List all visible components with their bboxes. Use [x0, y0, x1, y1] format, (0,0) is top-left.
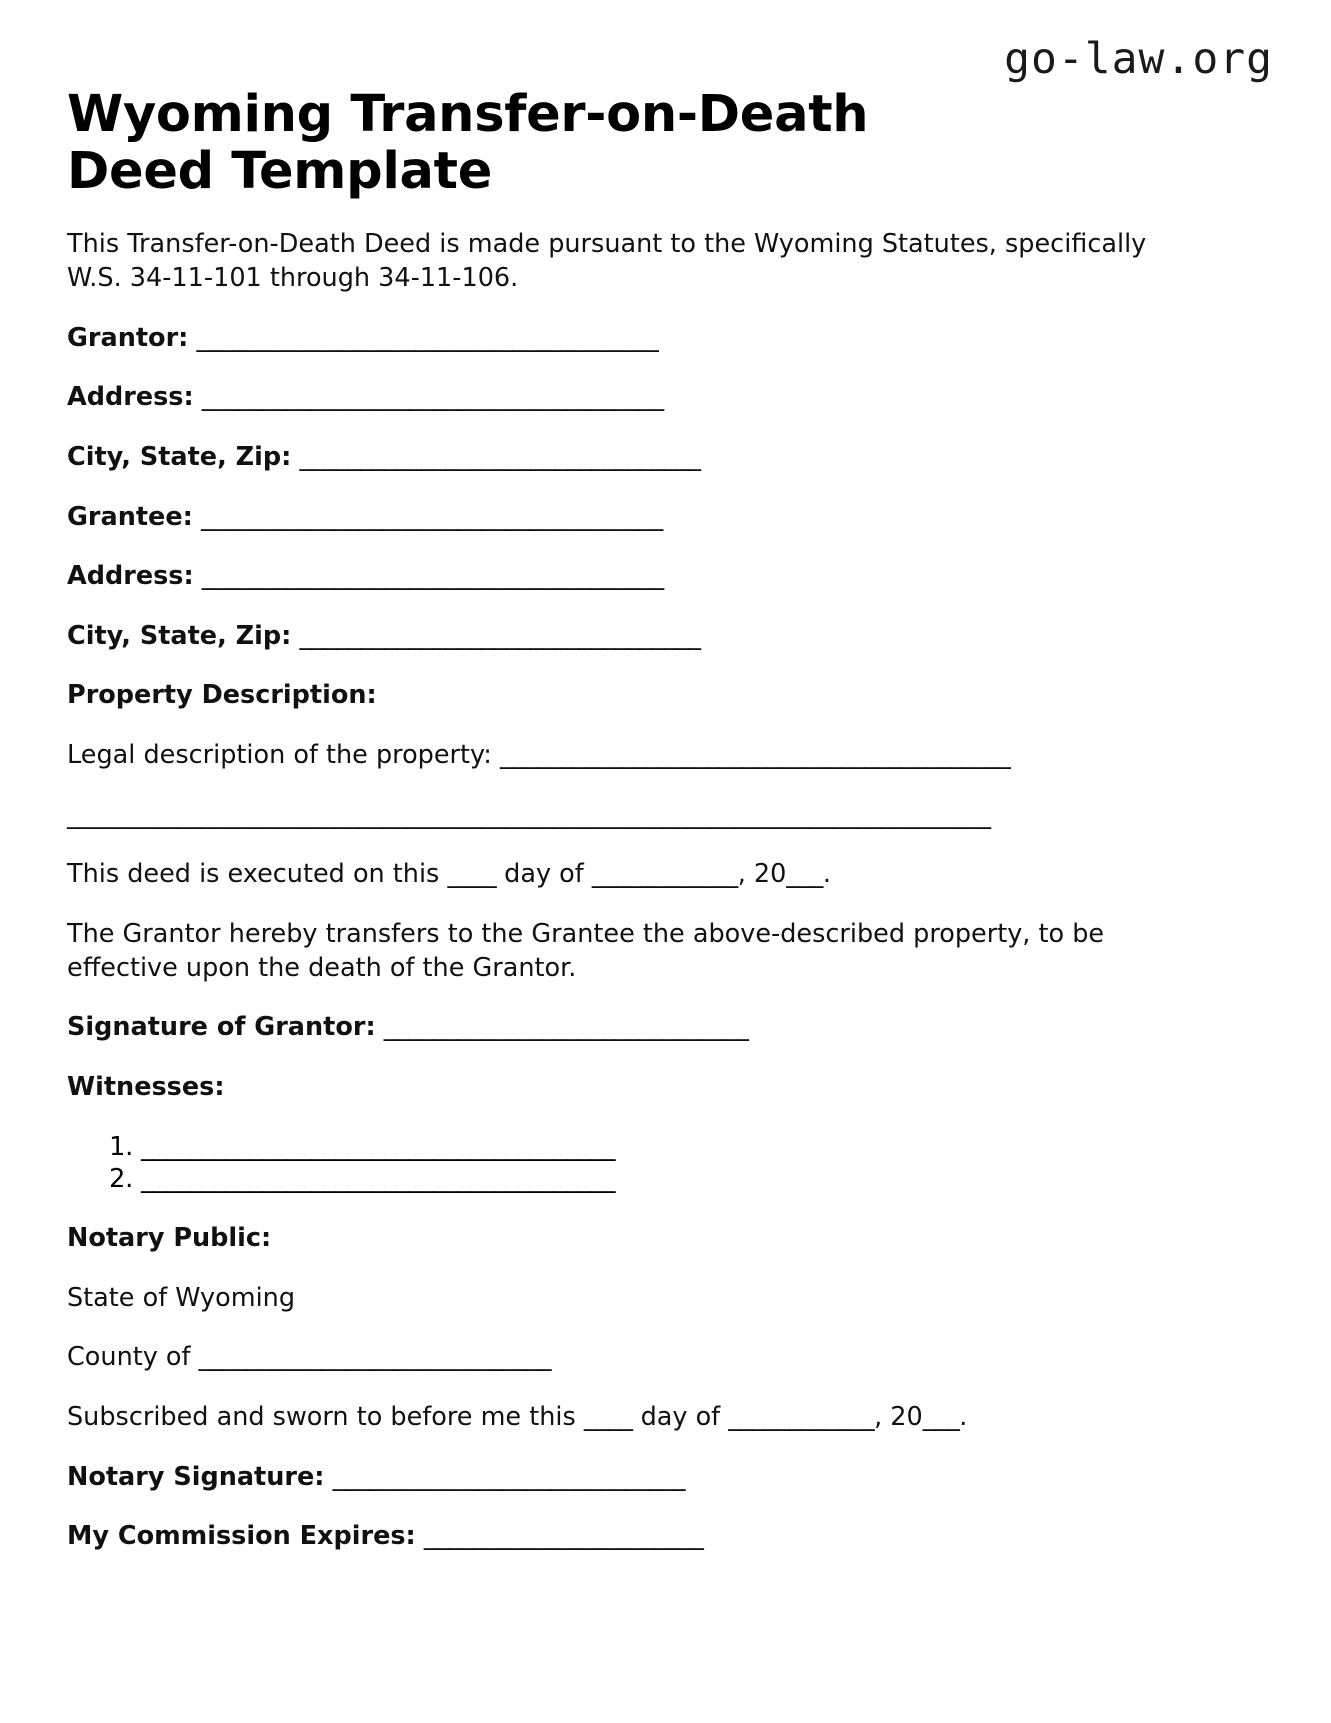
execution-suffix: , 20 — [737, 859, 787, 890]
execution-mid: day of — [496, 859, 592, 890]
sworn-end: . — [959, 1401, 968, 1432]
field-grantor-address — [67, 381, 1169, 415]
field-grantor-blank[interactable]: ______________________________________ — [196, 322, 659, 353]
document-content — [67, 86, 1169, 1580]
commission-expires-row — [67, 1520, 1169, 1554]
grantor-signature-label: Signature of Grantor: — [67, 1012, 376, 1043]
notary-state: State of Wyoming — [67, 1282, 296, 1313]
field-grantor-city-state-zip-label: City, State, Zip: — [67, 441, 292, 472]
field-grantee-city-state-zip-label: City, State, Zip: — [67, 620, 292, 651]
notary-public-heading — [67, 1222, 1169, 1256]
sworn-day-blank[interactable]: ____ — [583, 1401, 633, 1432]
grantor-signature-row — [67, 1011, 1169, 1045]
field-grantee-address-blank[interactable]: ______________________________________ — [201, 561, 664, 592]
notary-public-heading-label: Notary Public: — [67, 1222, 272, 1253]
field-grantor-city-state-zip-blank[interactable]: _________________________________ — [299, 441, 701, 472]
sworn-year-blank[interactable]: ___ — [922, 1401, 960, 1432]
field-grantee-label: Grantee: — [67, 501, 193, 532]
field-grantor-address-label: Address: — [67, 382, 194, 413]
field-grantee-city-state-zip-blank[interactable]: _________________________________ — [299, 620, 701, 651]
notary-signature-blank[interactable]: _____________________________ — [332, 1461, 685, 1492]
legal-description-continuation-blank[interactable]: ____________________________________________________________________________ — [67, 799, 991, 830]
site-watermark: go-law.org — [1004, 34, 1273, 84]
sworn-mid: day of — [632, 1401, 729, 1432]
legal-description-row — [67, 739, 1169, 773]
field-grantee-blank[interactable]: ______________________________________ — [200, 501, 663, 532]
field-grantee — [67, 501, 1169, 535]
notary-signature-row — [67, 1461, 1169, 1495]
page-title: Wyoming Transfer-on-Death Deed Template — [67, 85, 869, 202]
execution-prefix: This deed is executed on this — [67, 859, 448, 890]
execution-end: . — [822, 859, 831, 890]
transfer-clause: The Grantor hereby transfers to the Grantee the above-described property, to be effective upon the death of the Grantor. — [67, 919, 1105, 983]
execution-month-blank[interactable]: ____________ — [591, 859, 738, 890]
list-item — [141, 1163, 1169, 1196]
list-item — [141, 1131, 1169, 1164]
notary-county-row — [67, 1341, 1169, 1375]
intro-paragraph: This Transfer-on-Death Deed is made pursuant to the Wyoming Statutes, specifically W.S. 34-11-101 through 34-11-106. — [67, 229, 1147, 293]
witness-1-blank[interactable]: _______________________________________ — [141, 1131, 615, 1162]
field-grantor-city-state-zip — [67, 441, 1169, 475]
field-grantee-city-state-zip — [67, 620, 1169, 654]
sworn-month-blank[interactable]: ____________ — [728, 1401, 875, 1432]
sworn-date-line — [67, 1401, 1169, 1435]
field-grantor-address-blank[interactable]: ______________________________________ — [201, 382, 664, 413]
witnesses-heading-label: Witnesses: — [67, 1072, 225, 1103]
legal-description-blank[interactable]: __________________________________________ — [499, 740, 1011, 771]
commission-expires-label: My Commission Expires: — [67, 1521, 416, 1552]
notary-county-label: County of — [67, 1342, 199, 1373]
commission-expires-blank[interactable]: _______________________ — [423, 1521, 704, 1552]
property-description-heading — [67, 679, 1169, 713]
notary-signature-label: Notary Signature: — [67, 1461, 325, 1492]
witness-2-blank[interactable]: _______________________________________ — [141, 1164, 615, 1195]
execution-date-line — [67, 858, 1169, 892]
field-grantor-label: Grantor: — [67, 322, 189, 353]
field-grantee-address-label: Address: — [67, 561, 194, 592]
sworn-prefix: Subscribed and sworn to before me this — [67, 1401, 584, 1432]
property-description-heading-label: Property Description: — [67, 680, 377, 711]
execution-year-blank[interactable]: ___ — [786, 859, 823, 890]
field-grantor — [67, 322, 1169, 356]
witnesses-heading — [67, 1071, 1169, 1105]
grantor-signature-blank[interactable]: ______________________________ — [383, 1012, 749, 1043]
sworn-suffix: , 20 — [874, 1401, 923, 1432]
legal-description-label: Legal description of the property: — [67, 740, 492, 771]
execution-day-blank[interactable]: ____ — [447, 859, 497, 890]
witness-list — [67, 1131, 1169, 1196]
notary-county-blank[interactable]: _____________________________ — [198, 1342, 551, 1373]
field-grantee-address — [67, 560, 1169, 594]
